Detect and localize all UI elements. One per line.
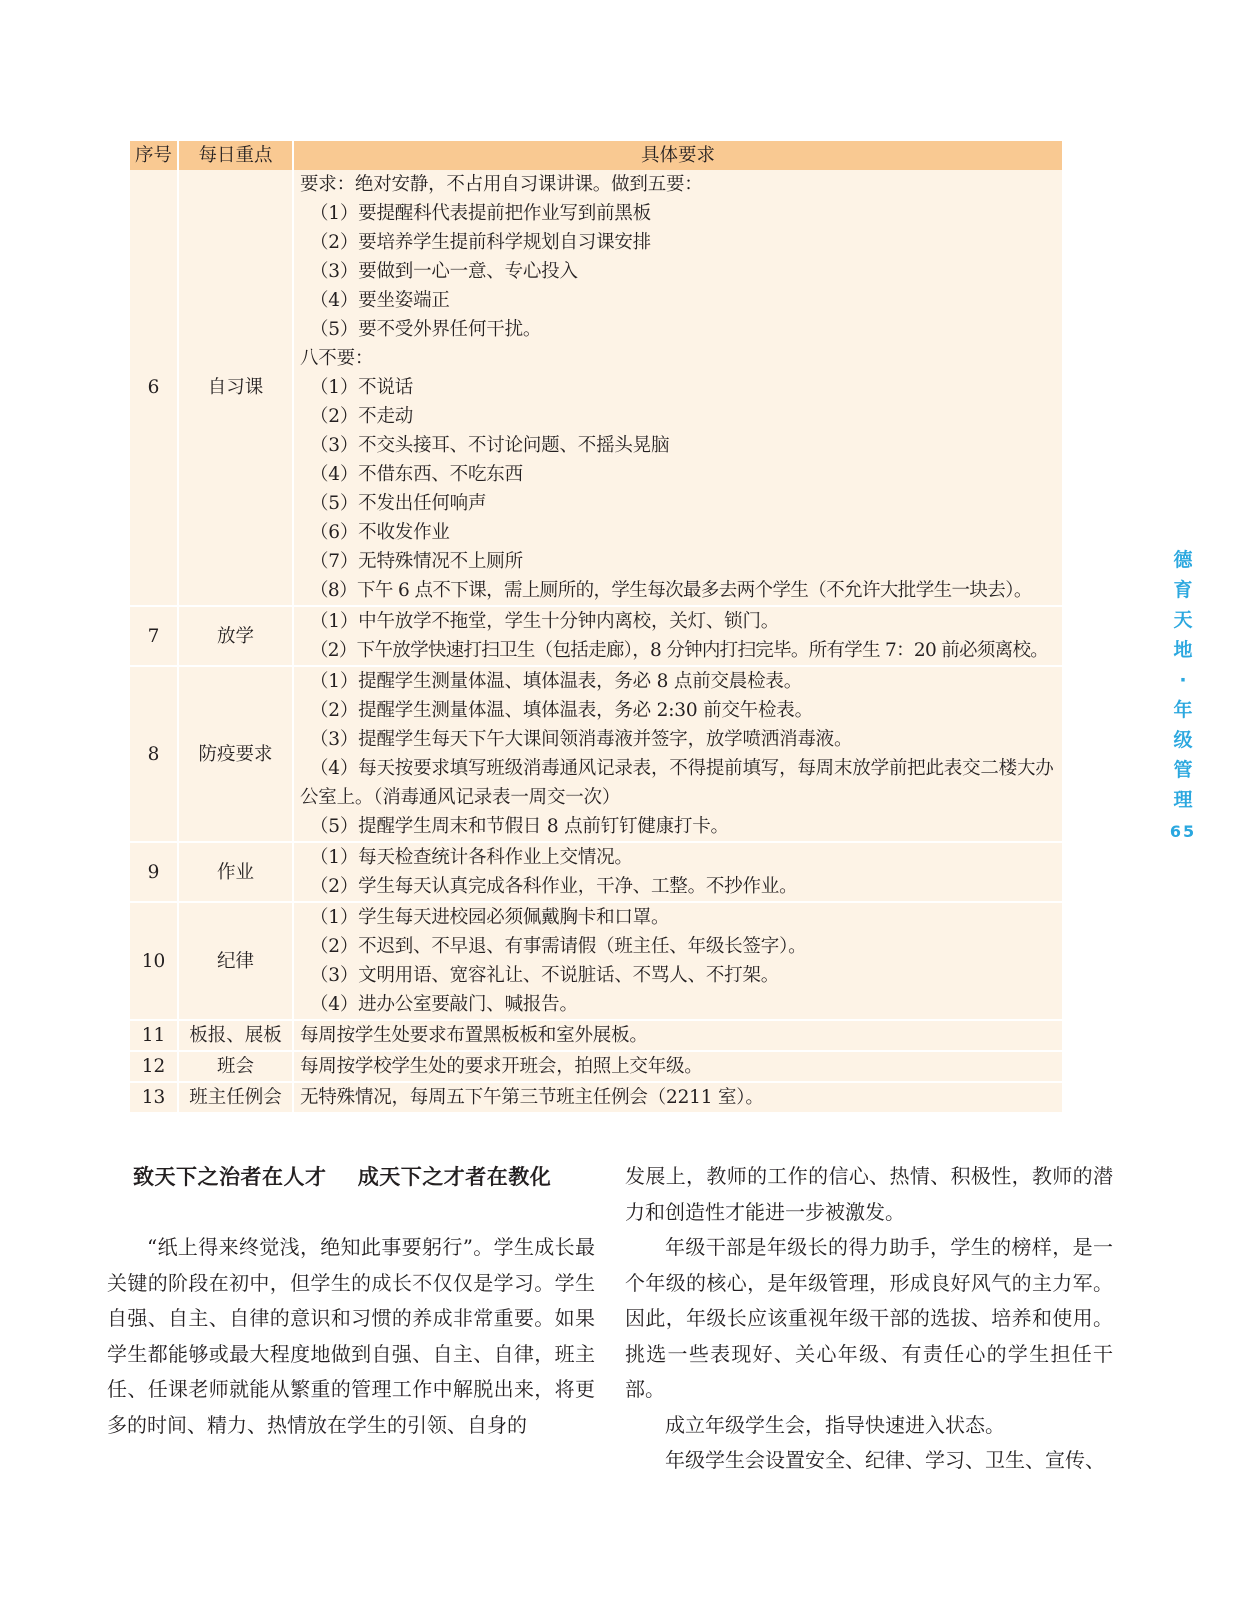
row-focus: 班会 [178,1051,293,1082]
section-sidebar-label [1168,545,1198,815]
requirement-line: （3）要做到一心一意、专心投入 [310,261,578,282]
row-number: 9 [130,842,178,902]
table-row [130,1020,1062,1051]
requirement-line: （3）提醒学生每天下午大课间领消毒液并签字，放学喷洒消毒液。 [310,729,853,750]
row-requirements [293,902,1062,1020]
requirement-line: （3）不交头接耳、不讨论问题、不摇头晃脑 [310,435,670,456]
paragraph: 年级学生会设置安全、纪律、学习、卫生、宣传、 [665,1448,1105,1472]
requirement-line: （3）文明用语、宽容礼让、不说脏话、不骂人、不打架。 [310,965,780,986]
row-requirements [293,666,1062,842]
sidebar-char: 育 [1173,579,1193,601]
row-requirements [293,1020,1062,1051]
article-left-column [107,1159,595,1443]
requirement-line: 八不要： [300,348,374,369]
requirement-line: （4）进办公室要敲门、喊报告。 [310,994,578,1015]
requirement-line: （6）不收发作业 [310,522,450,543]
table-header-row [130,141,1062,170]
requirement-line: （1）要提醒科代表提前把作业写到前黑板 [310,203,651,224]
requirement-line: 每周按学校学生处的要求开班会，拍照上交年级。 [300,1056,703,1077]
sidebar-char: 理 [1173,789,1193,811]
requirement-line: 每周按学生处要求布置黑板板和室外展板。 [300,1025,648,1046]
row-focus: 板报、展板 [178,1020,293,1051]
row-focus: 班主任例会 [178,1082,293,1113]
row-number: 11 [130,1020,178,1051]
article-title: 致天下之治者在人才 成天下之才者在教化 [133,1164,552,1189]
requirement-line: （5）提醒学生周末和节假日 8 点前钉钉健康打卡。 [310,816,729,837]
paragraph: 年级干部是年级长的得力助手，学生的榜样，是一个年级的核心，是年级管理，形成良好风气的主力军。因此，年级长应该重视年级干部的选拔、培养和使用。挑选一些表现好、关心年级、有责任心的学生担任干部。 [625,1235,1113,1401]
header-focus: 每日重点 [178,141,293,170]
table-row [130,902,1062,1020]
requirement-line: （4）不借东西、不吃东西 [310,464,523,485]
row-requirements [293,842,1062,902]
paragraph: “纸上得来终觉浅，绝知此事要躬行”。学生成长最关键的阶段在初中，但学生的成长不仅仅是学习。学生自强、自主、自律的意识和习惯的养成非常重要。如果学生都能够或最大程度地做到自强、自主、自律，班主任、任课老师就能从繁重的管理工作中解脱出来，将更多的时间、精力、热情放在学生的引领、自身的 [107,1235,595,1437]
sidebar-char: 地 [1173,639,1193,661]
row-number: 13 [130,1082,178,1113]
row-number: 6 [130,170,178,606]
table-row [130,606,1062,666]
header-requirements: 具体要求 [293,141,1062,170]
table-row [130,666,1062,842]
row-focus: 防疫要求 [178,666,293,842]
row-focus: 自习课 [178,170,293,606]
requirement-line: （2）要培养学生提前科学规划自习课安排 [310,232,651,253]
requirement-line: （1）每天检查统计各科作业上交情况。 [310,847,633,868]
row-number: 7 [130,606,178,666]
requirement-line: （1）提醒学生测量体温、填体温表，务必 8 点前交晨检表。 [310,671,803,692]
requirement-line: （2）提醒学生测量体温、填体温表，务必 2:30 前交午检表。 [310,700,813,721]
requirement-line: （1）中午放学不拖堂，学生十分钟内离校，关灯、锁门。 [310,611,780,632]
paragraph: 成立年级学生会，指导快速进入状态。 [665,1412,1005,1437]
row-focus: 放学 [178,606,293,666]
row-number: 8 [130,666,178,842]
requirement-line: （1）不说话 [310,377,414,398]
requirement-line: （2）学生每天认真完成各科作业，干净、工整。不抄作业。 [310,876,798,897]
row-requirements [293,606,1062,666]
row-requirements [293,170,1062,606]
page-number: 65 [1169,822,1197,841]
requirement-line: （2）下午放学快速打扫卫生（包括走廊），8 分钟内打扫完毕。所有学生 7：20 前必须离校。 [310,640,1049,661]
table-row [130,842,1062,902]
sidebar-char: 级 [1173,729,1193,751]
header-number: 序号 [130,141,178,170]
article-right-column [625,1159,1113,1479]
sidebar-char: 年 [1173,699,1193,721]
requirements-table [130,141,1062,1114]
row-focus: 作业 [178,842,293,902]
requirement-line: （5）要不受外界任何干扰。 [310,319,542,340]
requirement-line: （8）下午 6 点不下课，需上厕所的，学生每次最多去两个学生（不允许大批学生一块去）。 [310,580,1032,601]
requirement-line: （4）要坐姿端正 [310,290,450,311]
sidebar-char: 德 [1173,549,1193,571]
row-number: 12 [130,1051,178,1082]
sidebar-char: 管 [1173,759,1193,781]
requirement-line: （7）无特殊情况不上厕所 [310,551,523,572]
table-row [130,170,1062,606]
requirement-line: （2）不迟到、不早退、有事需请假（班主任、年级长签字）。 [310,936,807,957]
requirement-line: （2）不走动 [310,406,414,427]
requirement-line: （4）每天按要求填写班级消毒通风记录表，不得提前填写，每周末放学前把此表交二楼大办公室上。（消毒通风记录表一周交一次） [300,758,1054,808]
sidebar-separator: · [1179,669,1187,691]
row-focus: 纪律 [178,902,293,1020]
row-requirements [293,1082,1062,1113]
requirement-line: （5）不发出任何响声 [310,493,487,514]
requirement-line: 要求：绝对安静，不占用自习课讲课。做到五要： [300,174,703,195]
table-row [130,1082,1062,1113]
row-requirements [293,1051,1062,1082]
requirement-line: （1）学生每天进校园必须佩戴胸卡和口罩。 [310,907,670,928]
paragraph: 发展上，教师的工作的信心、热情、积极性，教师的潜力和创造性才能进一步被激发。 [625,1164,1113,1224]
requirement-line: 无特殊情况，每周五下午第三节班主任例会（2211 室）。 [300,1087,764,1108]
sidebar-char: 天 [1173,609,1193,631]
row-number: 10 [130,902,178,1020]
table-row [130,1051,1062,1082]
